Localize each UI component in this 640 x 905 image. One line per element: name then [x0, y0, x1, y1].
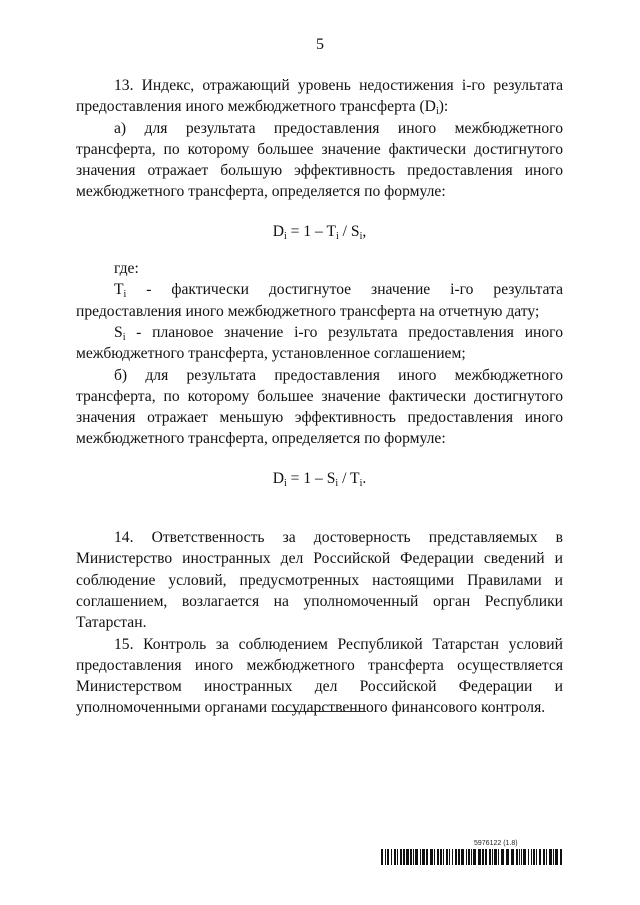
subscript: i	[359, 230, 363, 242]
where-label: где:	[114, 260, 139, 278]
definition-s	[76, 322, 563, 365]
definition-text: - фактически достигнутое значение i-го результата предоставления иного межбюджетного трансферта на отчетную дату;	[76, 281, 563, 320]
subscript: i	[283, 230, 287, 242]
formula-part: / S	[338, 222, 360, 240]
paragraph-14: 14. Ответственность за достоверность представляемых в Министерство иностранных дел Российской Федерации сведений и соблюдение условий, предусмотренных настоящими Правилами и соглашением, возлагается на уполномоченный орган Республики Татарстан.	[76, 529, 563, 632]
subscript: i	[123, 289, 127, 301]
formula-symbol: D	[272, 469, 284, 487]
subscript: i	[336, 230, 339, 242]
formula-part: = 1 – T	[286, 222, 336, 240]
formula-part: .	[362, 469, 367, 487]
formula-symbol: D	[272, 222, 284, 240]
subscript: i	[359, 477, 363, 489]
formula-part: / T	[338, 469, 360, 487]
definition-text: - плановое значение i-го результата предоставления иного межбюджетного трансферта, установленное соглашением;	[76, 323, 563, 363]
barcode-icon	[381, 849, 565, 865]
formula-part: = 1 – S	[286, 469, 336, 487]
document-body	[76, 75, 563, 719]
definition-symbol: T	[114, 281, 124, 299]
formula-part: ,	[362, 222, 367, 240]
formula-1	[76, 221, 563, 242]
subscript: i	[335, 477, 339, 489]
subscript: i	[283, 477, 287, 489]
definition-t	[76, 279, 563, 322]
paragraph-a: а) для результата предоставления иного межбюджетного трансферта, по которому большее значение фактически достигнутого значения отражает большую эффективность предоставления иного межбюджетного трансферта, определяется по формуле:	[76, 119, 563, 201]
paragraph-13-end: ):	[438, 98, 449, 116]
spacer	[76, 505, 563, 527]
paragraph-15: 15. Контроль за соблюдением Республикой Татарстан условий предоставления иного межбюджетного трансферта осуществляется Министерством иностранных дел Российской Федерации и уполномоченными органами государственного финансового контроля.	[76, 635, 563, 717]
paragraph-13-text: 13. Индекс, отражающий уровень недостижения i-го результата предоставления иного межбюджетного трансферта (D	[76, 77, 563, 116]
paragraph-b: б) для результата предоставления иного межбюджетного трансферта, по которому большее значение фактически достигнутого значения отражает меньшую эффективность предоставления иного межбюджетного трансферта, определяется по формуле:	[76, 366, 563, 448]
definition-symbol: S	[114, 323, 123, 341]
page-number: 5	[316, 36, 324, 53]
subscript: i	[122, 331, 126, 343]
barcode-label: 5976122 (1.8)	[474, 840, 518, 847]
paragraph-13	[76, 75, 563, 118]
subscript: i	[435, 106, 439, 118]
separator-line	[274, 711, 366, 712]
formula-2	[76, 468, 563, 489]
